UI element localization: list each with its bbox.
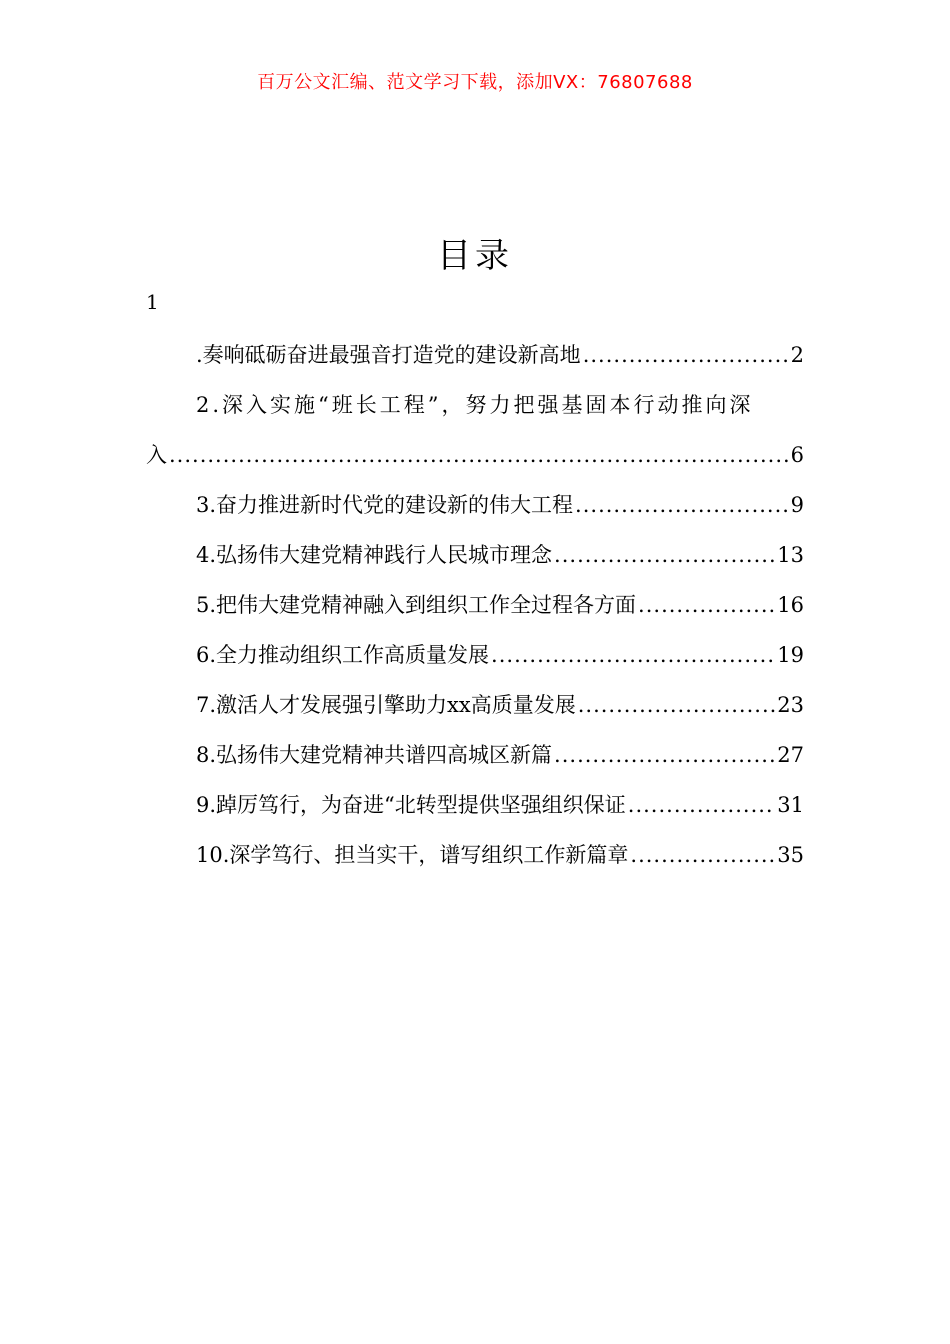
toc-entry-1[interactable] — [146, 330, 804, 380]
toc-entry-text: 6.全力推动组织工作高质量发展 — [196, 643, 490, 667]
toc-entry-5[interactable] — [146, 580, 804, 630]
toc-leader-dots — [578, 680, 776, 730]
toc-entry-text: 4.弘扬伟大建党精神践行人民城市理念 — [196, 543, 553, 567]
toc-leader-dots — [583, 330, 789, 380]
toc-entry-9[interactable] — [146, 780, 804, 830]
toc-leader-dots — [630, 830, 775, 880]
toc-entry-text: 10.深学笃行、担当实干，谱写组织工作新篇章 — [196, 843, 629, 867]
toc-leader-dots — [575, 480, 789, 530]
toc-entry-3[interactable] — [146, 480, 804, 530]
toc-entry-text: 5.把伟大建党精神融入到组织工作全过程各方面 — [196, 593, 637, 617]
toc-leader-dots — [638, 580, 775, 630]
toc-entry-text: 入 — [146, 443, 167, 467]
toc-page-number: 6 — [790, 443, 804, 467]
table-of-contents — [146, 330, 804, 880]
toc-entry-7[interactable] — [146, 680, 804, 730]
toc-title: 目录 — [437, 236, 513, 276]
toc-leader-dots — [491, 630, 775, 680]
toc-leader-dots — [554, 530, 775, 580]
toc-page-number: 35 — [777, 843, 804, 867]
toc-entry-2-line1[interactable] — [146, 380, 804, 430]
toc-entry-text: 2.深入实施“班长工程”，努力把强基固本行动推向深 — [196, 393, 754, 417]
toc-entry-2-line2[interactable] — [146, 430, 804, 480]
header-banner: 百万公文汇编、范文学习下载，添加VX：76807688 — [257, 72, 693, 93]
toc-leader-dots — [554, 730, 775, 780]
toc-entry-text: .奏响砥砺奋进最强音打造党的建设新高地 — [196, 343, 581, 367]
toc-entry-10[interactable] — [146, 830, 804, 880]
toc-entry-text: 3.奋力推进新时代党的建设新的伟大工程 — [196, 493, 574, 517]
toc-page-number: 27 — [777, 743, 804, 767]
toc-leader-dots — [628, 780, 775, 830]
toc-entry-4[interactable] — [146, 530, 804, 580]
toc-entry-text: 7.激活人才发展强引擎助力xx高质量发展 — [196, 693, 576, 717]
toc-page-number: 13 — [777, 543, 804, 567]
toc-page-number: 16 — [777, 593, 804, 617]
toc-page-number: 9 — [790, 493, 804, 517]
toc-leader-dots — [169, 430, 789, 480]
toc-number-prefix: 1 — [146, 290, 159, 314]
toc-page-number: 19 — [777, 643, 804, 667]
toc-page-number: 2 — [790, 343, 804, 367]
toc-page-number: 31 — [777, 793, 804, 817]
toc-entry-8[interactable] — [146, 730, 804, 780]
toc-entry-text: 9.踔厉笃行，为奋进“北转型提供坚强组织保证 — [196, 793, 626, 817]
toc-entry-text: 8.弘扬伟大建党精神共谱四高城区新篇 — [196, 743, 553, 767]
toc-entry-6[interactable] — [146, 630, 804, 680]
toc-page-number: 23 — [777, 693, 804, 717]
